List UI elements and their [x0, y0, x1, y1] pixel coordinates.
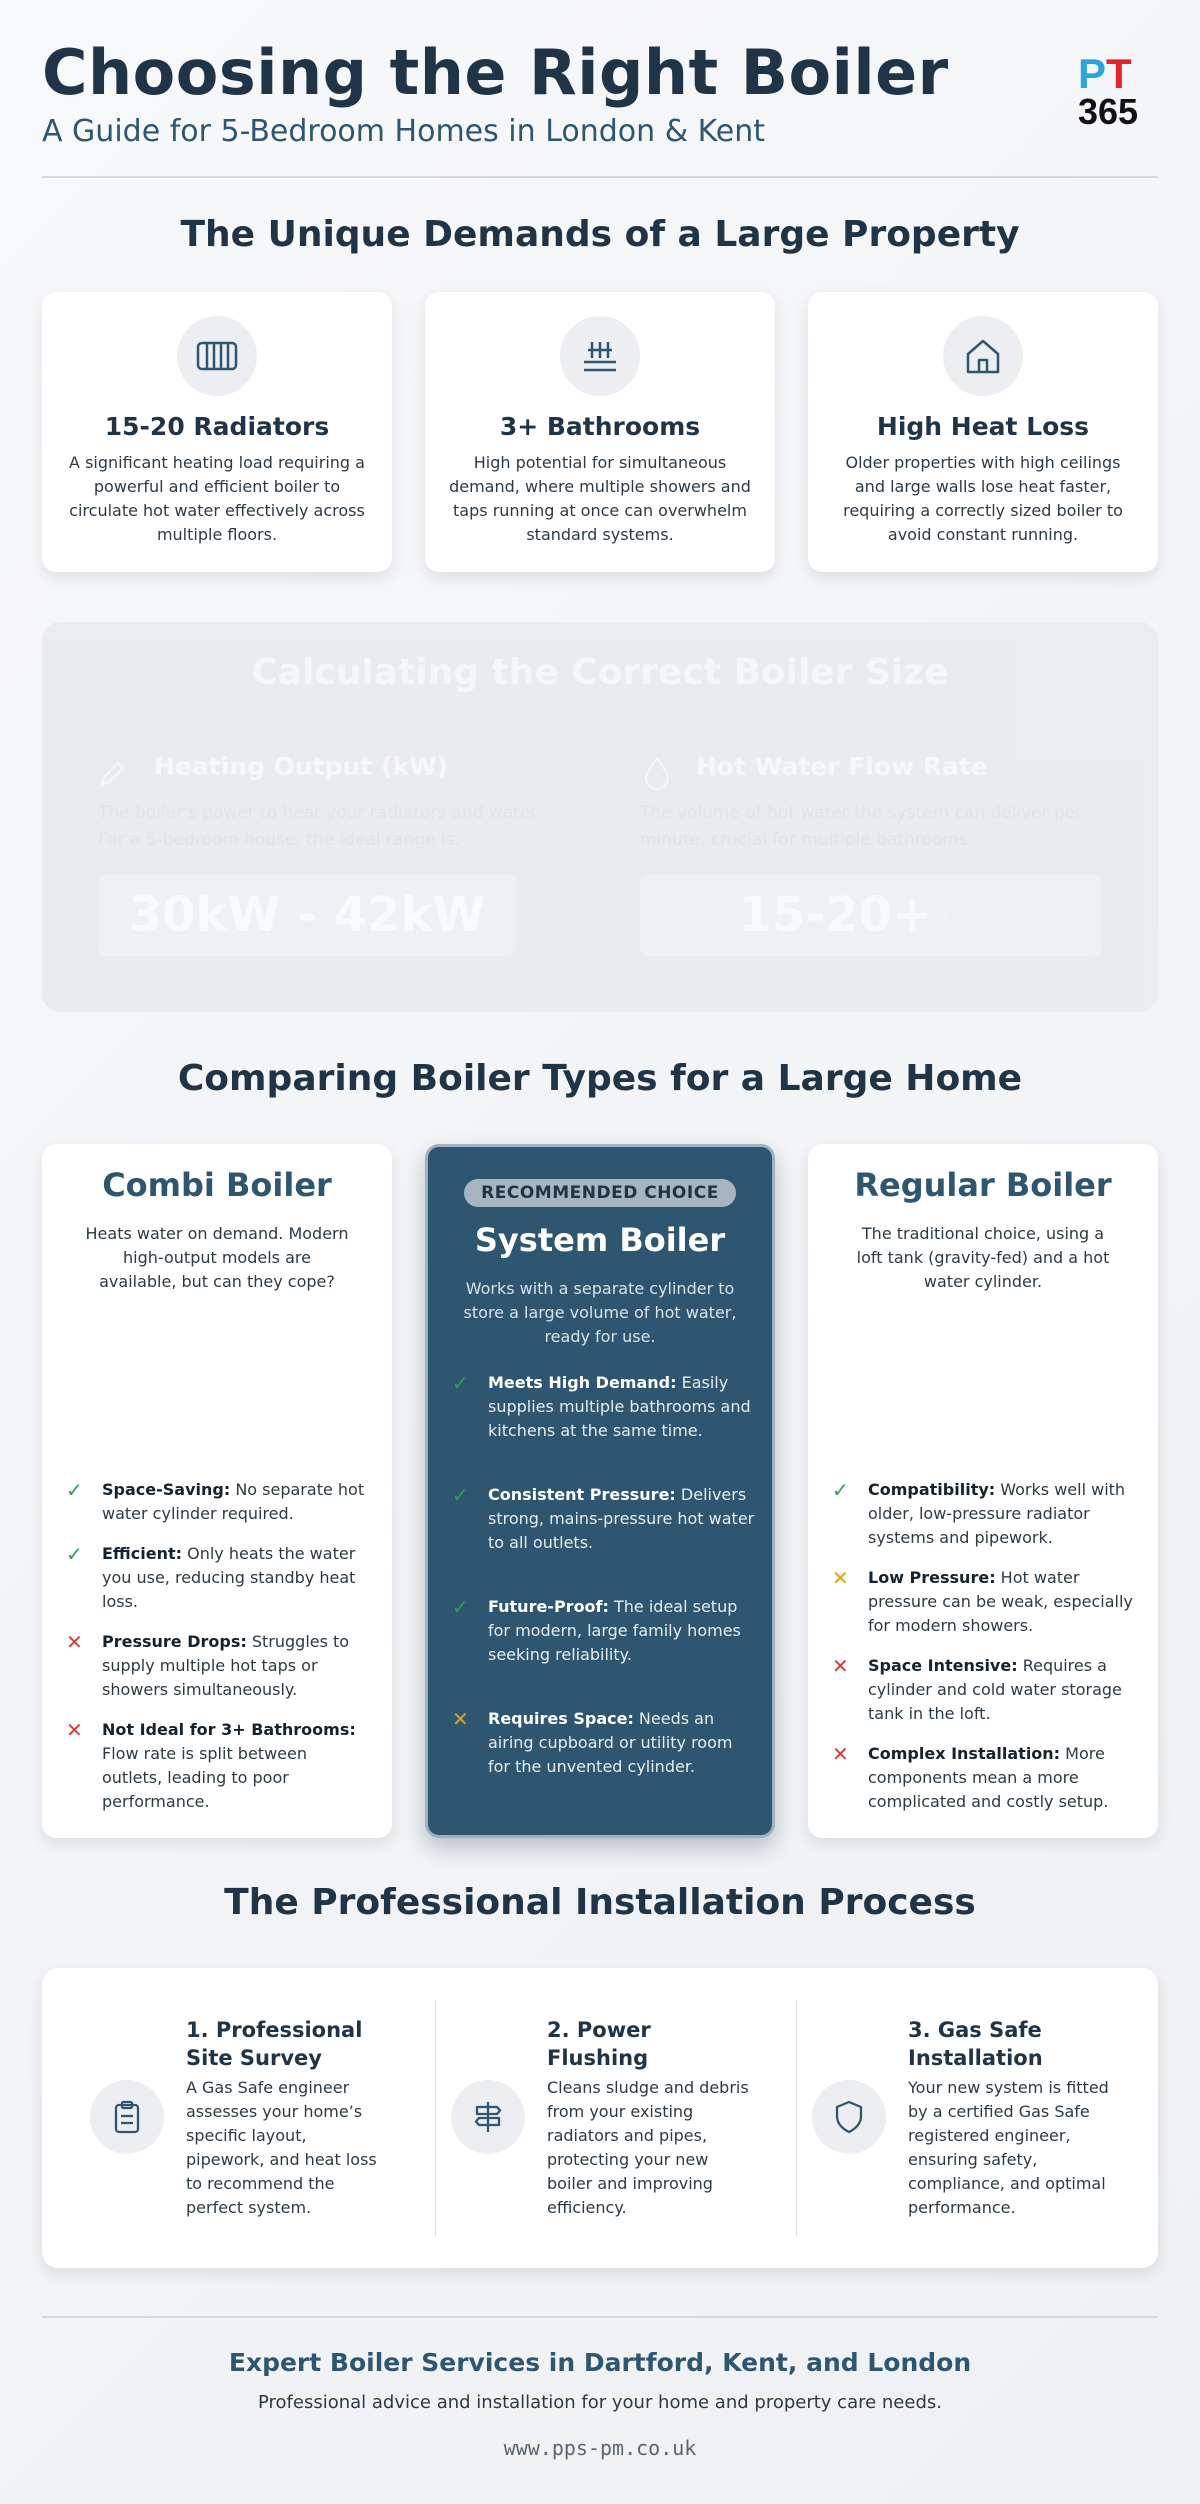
combi-feature	[66, 1718, 370, 1814]
feature-label: Not Ideal for 3+ Bathrooms:	[102, 1720, 356, 1739]
demand-desc: A significant heating load requiring a powerful and efficient boiler to circulate hot water effectively across multiple floors.	[69, 453, 365, 544]
pencil-icon	[98, 758, 128, 792]
website-link[interactable]: www.pps-pm.co.uk	[503, 2436, 697, 2460]
feature-label: Requires Space:	[488, 1709, 634, 1728]
feature-label: Pressure Drops:	[102, 1632, 247, 1651]
feature-text: More components mean a more complicated and costly setup.	[868, 1744, 1109, 1811]
flow-rate-value-box	[640, 874, 1102, 956]
feature-text: Hot water pressure can be weak, especially for modern showers.	[868, 1568, 1133, 1635]
check-icon: ✓	[66, 1542, 83, 1566]
feature-label: Low Pressure:	[868, 1568, 996, 1587]
radiator-icon	[177, 316, 257, 396]
system-feature	[452, 1707, 756, 1779]
check-icon: ✓	[452, 1483, 469, 1507]
flow-rate-title: Hot Water Flow Rate	[696, 752, 988, 781]
feature-text: Flow rate is split between outlets, leading to poor performance.	[102, 1744, 307, 1811]
cross-icon: ✕	[832, 1654, 849, 1678]
boiler-size-title: Calculating the Correct Boiler Size	[251, 652, 949, 693]
comparison-title: Comparing Boiler Types for a Large Home	[177, 1058, 1023, 1099]
flow-rate-unit: L/min	[942, 902, 1004, 928]
feature-label: Space-Saving:	[102, 1480, 231, 1499]
demand-title: 3+ Bathrooms	[499, 412, 701, 441]
process-panel	[42, 1968, 1158, 2268]
heating-output-value: 30kW - 42kW	[128, 887, 486, 943]
heating-output-desc: The boiler's power to heat your radiators and water. For a 5-bedroom house, the ideal range is:	[98, 803, 542, 850]
feature-text: Needs an airing cupboard or utility room for the unvented cylinder.	[488, 1709, 733, 1776]
feature-label: Consistent Pressure:	[488, 1485, 676, 1504]
system-title: System Boiler	[474, 1221, 726, 1259]
footer-desc: Professional advice and installation for your home and property care needs.	[258, 2392, 942, 2413]
warning-cross-icon: ✕	[832, 1566, 849, 1590]
system-desc: Works with a separate cylinder to store a large volume of hot water, ready for use.	[463, 1279, 737, 1346]
page-subtitle: A Guide for 5-Bedroom Homes in London & Kent	[42, 114, 766, 149]
feature-text: Struggles to supply multiple hot taps or showers simultaneously.	[102, 1632, 350, 1699]
step-title: 3. Gas Safe Installation	[908, 2018, 1043, 2070]
step-title: 1. Professional Site Survey	[186, 2018, 363, 2070]
feature-label: Future-Proof:	[488, 1597, 609, 1616]
regular-title: Regular Boiler	[854, 1166, 1112, 1204]
step-desc: Cleans sludge and debris from your existing radiators and pipes, protecting your new boiler and improving efficiency.	[547, 2078, 749, 2217]
combi-feature	[66, 1542, 370, 1614]
combi-title: Combi Boiler	[102, 1166, 332, 1204]
step-title: 2. Power Flushing	[547, 2018, 651, 2070]
demand-desc: High potential for simultaneous demand, where multiple showers and taps running at once can overwhelm standard systems.	[449, 453, 751, 544]
feature-label: Compatibility:	[868, 1480, 996, 1499]
feature-label: Meets High Demand:	[488, 1373, 677, 1392]
signpost-icon	[451, 2080, 525, 2154]
warning-cross-icon: ✕	[452, 1707, 469, 1731]
heating-output-title: Heating Output (kW)	[154, 752, 449, 781]
demand-card-bathrooms	[425, 292, 775, 572]
system-feature	[452, 1371, 756, 1443]
combi-desc: Heats water on demand. Modern high-output models are available, but can they cope?	[85, 1224, 349, 1291]
combi-feature	[66, 1478, 370, 1526]
regular-desc: The traditional choice, using a loft tank (gravity-fed) and a hot water cylinder.	[856, 1224, 1110, 1291]
regular-feature	[832, 1742, 1136, 1814]
shower-icon	[560, 316, 640, 396]
check-icon: ✓	[452, 1371, 469, 1395]
brand-logo	[1078, 52, 1158, 126]
cross-icon: ✕	[66, 1718, 83, 1742]
step-desc: Your new system is fitted by a certified Gas Safe registered engineer, ensuring safety, compliance, and optimal performance.	[908, 2078, 1109, 2217]
feature-text: Works well with older, low-pressure radiator systems and pipework.	[868, 1480, 1126, 1547]
combi-feature	[66, 1630, 370, 1702]
demand-title: High Heat Loss	[876, 412, 1090, 441]
system-boiler-card	[425, 1144, 775, 1838]
page-title: Choosing the Right Boiler	[42, 36, 949, 109]
header	[42, 38, 1158, 148]
flow-rate-value: 15-20+	[738, 887, 933, 943]
recommended-badge: RECOMMENDED CHOICE	[464, 1179, 736, 1207]
check-icon: ✓	[832, 1478, 849, 1502]
footer-divider	[42, 2316, 1158, 2318]
feature-text: The ideal setup for modern, large family homes seeking reliability.	[488, 1597, 741, 1664]
process-title: The Professional Installation Process	[224, 1882, 976, 1923]
demand-card-radiators	[42, 292, 392, 572]
regular-boiler-card	[808, 1144, 1158, 1838]
boiler-size-section	[42, 622, 1158, 1012]
process-step-survey	[42, 1968, 414, 2268]
check-icon: ✓	[452, 1595, 469, 1619]
system-feature	[452, 1483, 756, 1555]
flow-rate-desc: The volume of hot water the system can deliver per minute, crucial for multiple bathrooms:	[640, 803, 1083, 850]
regular-feature	[832, 1654, 1136, 1726]
shield-icon	[812, 2080, 886, 2154]
header-divider	[42, 176, 1158, 178]
step-desc: A Gas Safe engineer assesses your home’s specific layout, pipework, and heat loss to recommend the perfect system.	[186, 2078, 377, 2217]
feature-text: Easily supplies multiple bathrooms and kitchens at the same time.	[488, 1373, 751, 1440]
feature-text: Requires a cylinder and cold water storage tank in the loft.	[868, 1656, 1122, 1723]
combi-boiler-card	[42, 1144, 392, 1838]
feature-text: No separate hot water cylinder required.	[102, 1480, 365, 1523]
house-icon	[943, 316, 1023, 396]
cross-icon: ✕	[66, 1630, 83, 1654]
svg-text:P: P	[1078, 52, 1107, 97]
check-icon: ✓	[66, 1478, 83, 1502]
process-step-flushing	[403, 1968, 775, 2268]
feature-label: Complex Installation:	[868, 1744, 1061, 1763]
svg-text:T: T	[1106, 52, 1132, 97]
feature-label: Space Intensive:	[868, 1656, 1018, 1675]
feature-text: Only heats the water you use, reducing standby heat loss.	[102, 1544, 356, 1611]
svg-text:365: 365	[1078, 91, 1139, 126]
regular-feature	[832, 1478, 1136, 1550]
demands-title: The Unique Demands of a Large Property	[180, 214, 1020, 255]
droplet-icon	[642, 756, 672, 794]
process-step-installation	[764, 1968, 1136, 2268]
footer-title: Expert Boiler Services in Dartford, Kent, and London	[228, 2348, 972, 2377]
heating-output-value-box	[98, 874, 516, 956]
system-feature	[452, 1595, 756, 1667]
cross-icon: ✕	[832, 1742, 849, 1766]
demand-card-heat-loss	[808, 292, 1158, 572]
demand-title: 15-20 Radiators	[104, 412, 330, 441]
feature-text: Delivers strong, mains-pressure hot water to all outlets.	[488, 1485, 755, 1552]
regular-feature	[832, 1566, 1136, 1638]
demand-desc: Older properties with high ceilings and large walls lose heat faster, requiring a correctly sized boiler to avoid constant running.	[843, 453, 1123, 544]
feature-label: Efficient:	[102, 1544, 183, 1563]
clipboard-icon	[90, 2080, 164, 2154]
